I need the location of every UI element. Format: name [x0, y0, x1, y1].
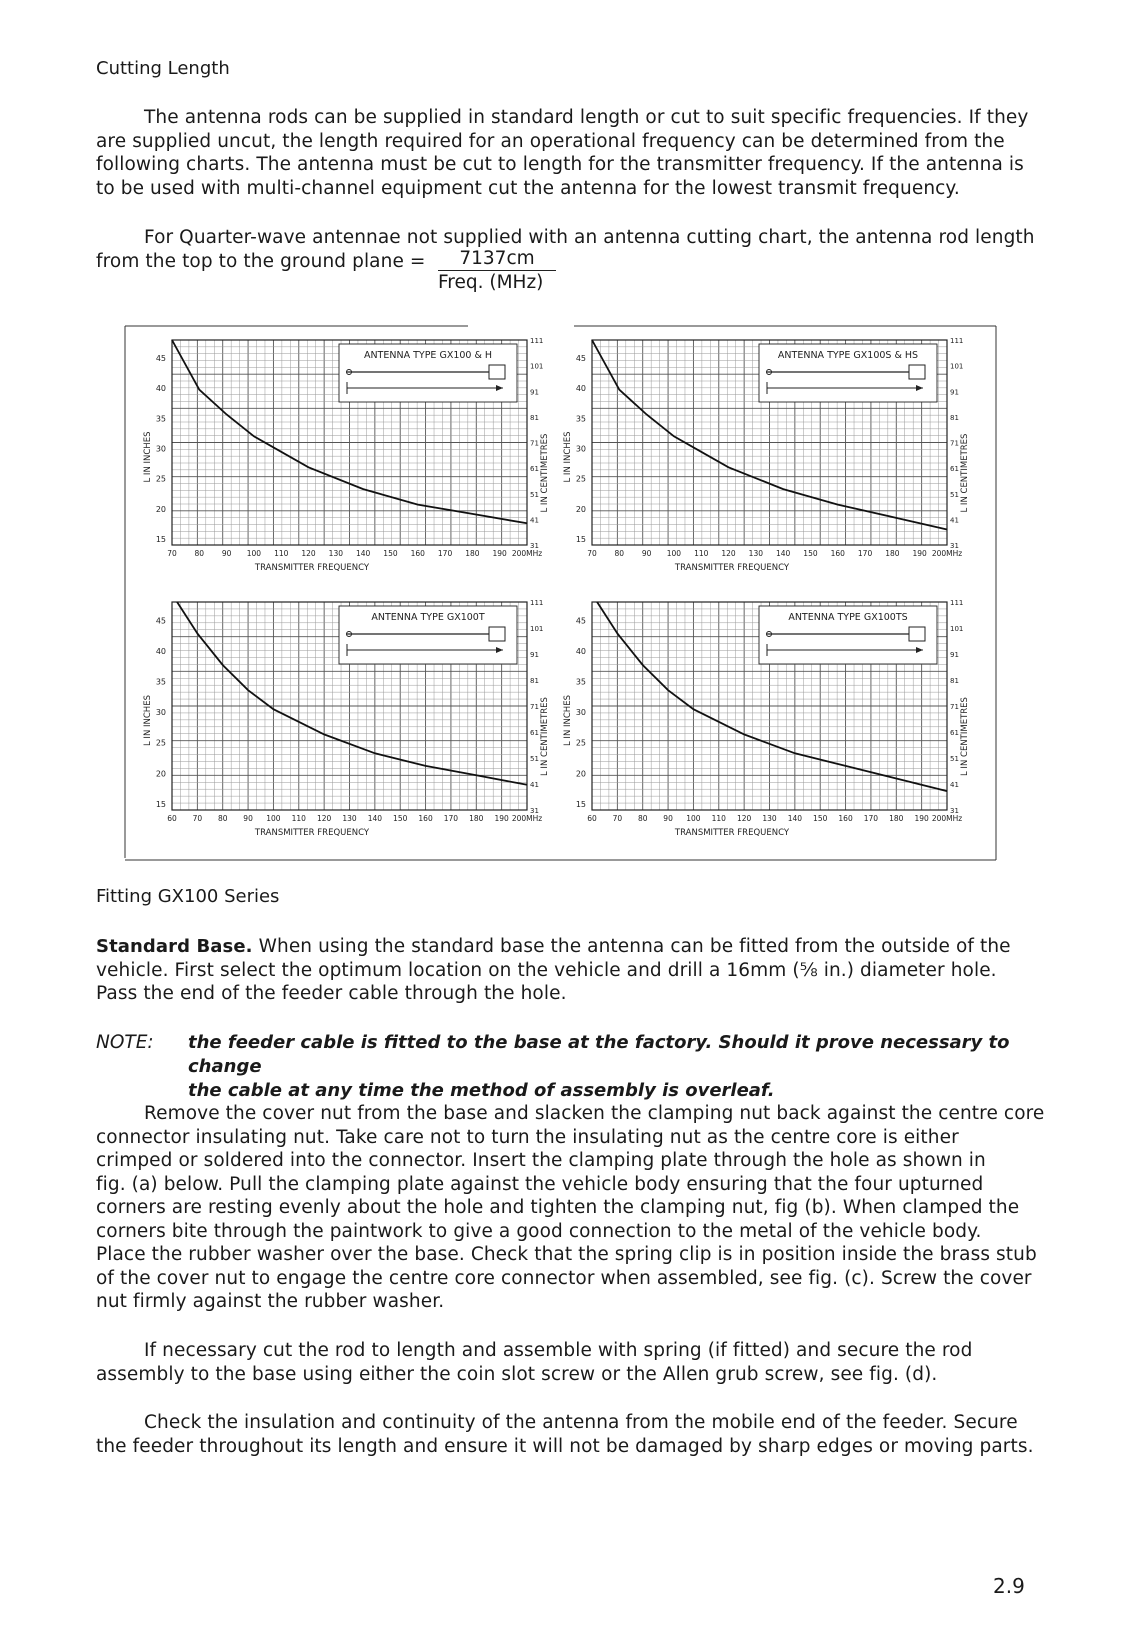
- y2-tick-label: 91: [530, 388, 539, 397]
- x-tick-label: 100: [666, 549, 682, 558]
- x-tick-label: 200MHz: [511, 814, 543, 823]
- x-tick-label: 100: [686, 814, 701, 823]
- x-tick-label: 70: [192, 814, 203, 823]
- y2-tick-label: 51: [530, 490, 539, 499]
- x-tick-label: 140: [775, 549, 791, 558]
- x-axis-label: TRANSMITTER FREQUENCY: [674, 563, 790, 573]
- chart-1: [172, 340, 527, 545]
- note-text: [188, 1031, 1048, 1103]
- x-axis-label: TRANSMITTER FREQUENCY: [254, 828, 370, 838]
- y-tick-label: 15: [155, 799, 166, 809]
- text-line: corners bite through the paintwork to give a good connection to the metal of the vehicle body.: [96, 1220, 982, 1242]
- y-tick-label: 40: [575, 384, 586, 394]
- y2-tick-label: 111: [530, 337, 544, 345]
- y-tick-label: 30: [155, 444, 166, 454]
- text-line: nut firmly against the rubber washer.: [96, 1291, 445, 1312]
- y-tick-label: 45: [155, 354, 166, 364]
- chart-title: ANTENNA TYPE GX100S & HS: [777, 350, 919, 361]
- x-tick-label: 170: [863, 814, 879, 823]
- y2-tick-label: 61: [530, 465, 539, 474]
- x-tick-label: 80: [614, 549, 625, 558]
- y-tick-label: 40: [155, 384, 166, 394]
- formula-numerator: 7137cm: [438, 248, 556, 271]
- y2-tick-label: 41: [950, 516, 959, 525]
- x-tick-label: 70: [587, 549, 597, 558]
- y2-tick-label: 51: [950, 755, 959, 763]
- x-axis-label: TRANSMITTER FREQUENCY: [254, 563, 370, 573]
- y2-tick-label: 91: [950, 388, 959, 397]
- x-tick-label: 190: [492, 549, 507, 558]
- text-line: fig. (a) below. Pull the clamping plate against the vehicle body ensuring that the four upturned: [96, 1173, 984, 1195]
- x-tick-label: 90: [641, 549, 652, 558]
- x-tick-label: 180: [465, 549, 480, 558]
- y-tick-label: 40: [155, 646, 166, 656]
- y-tick-label: 20: [155, 769, 166, 779]
- x-axis-label: TRANSMITTER FREQUENCY: [674, 828, 790, 838]
- text-line: Pass the end of the feeder cable through the hole.: [96, 983, 567, 1004]
- y2-tick-label: 101: [530, 625, 544, 633]
- text-line: the feeder throughout its length and ensure it will not be damaged by sharp edges or moving parts.: [96, 1435, 1034, 1457]
- y-tick-label: 20: [155, 504, 166, 514]
- x-tick-label: 190: [914, 814, 929, 823]
- x-tick-label: 110: [291, 814, 306, 823]
- x-tick-label: 180: [885, 549, 900, 558]
- y-tick-label: 30: [575, 444, 586, 454]
- text-line: Remove the cover nut from the base and slacken the clamping nut back against the centre core: [144, 1103, 1045, 1124]
- cut-rod-paragraph: [96, 1339, 1056, 1386]
- x-tick-label: 160: [830, 549, 845, 558]
- text-line: Place the rubber washer over the base. Check that the spring clip is in position inside the brass stub: [96, 1244, 1037, 1265]
- y-tick-label: 45: [575, 616, 586, 626]
- x-tick-label: 150: [393, 814, 408, 823]
- x-tick-label: 80: [637, 814, 648, 823]
- text-line: following charts. The antenna must be cut to length for the transmitter frequency. If the antenna is: [96, 154, 1024, 175]
- y2-tick-label: 111: [950, 337, 964, 345]
- standard-base-paragraph: [96, 935, 1056, 1006]
- y-tick-label: 25: [155, 738, 166, 748]
- x-tick-label: 180: [469, 814, 484, 823]
- y2-tick-label: 81: [950, 677, 959, 685]
- y-axis-label: L IN INCHES: [563, 431, 573, 483]
- cutting-length-heading: Cutting Length: [96, 58, 230, 79]
- y2-tick-label: 41: [530, 516, 539, 525]
- text-line: to be used with multi-channel equipment cut the antenna for the lowest transmit frequency.: [96, 177, 960, 199]
- y2-axis-label: L IN CENTIMETRES: [540, 697, 550, 776]
- x-tick-label: 160: [410, 549, 425, 558]
- x-tick-label: 100: [246, 549, 262, 558]
- x-tick-label: 200MHz: [931, 549, 963, 558]
- chart-title: ANTENNA TYPE GX100TS: [788, 612, 908, 623]
- y2-tick-label: 71: [530, 703, 539, 711]
- text-line: crimped or soldered into the connector. Insert the clamping plate through the hole as shown in: [96, 1150, 986, 1171]
- fitting-heading: Fitting GX100 Series: [96, 886, 280, 907]
- x-tick-label: 70: [612, 814, 623, 823]
- x-tick-label: 150: [803, 549, 818, 558]
- y-axis-label: L IN INCHES: [143, 431, 153, 483]
- chart-2: [592, 340, 947, 545]
- x-tick-label: 160: [838, 814, 853, 823]
- x-tick-label: 120: [721, 549, 736, 558]
- y2-tick-label: 81: [950, 413, 959, 422]
- x-tick-label: 130: [762, 814, 777, 823]
- text-line: For Quarter-wave antennae not supplied with an antenna cutting chart, the antenna rod length: [144, 227, 1035, 248]
- y-tick-label: 15: [575, 534, 586, 544]
- x-tick-label: 100: [266, 814, 281, 823]
- y-tick-label: 15: [155, 534, 166, 544]
- y2-axis-label: L IN CENTIMETRES: [960, 433, 970, 513]
- y2-tick-label: 101: [530, 362, 544, 371]
- y-tick-label: 35: [575, 677, 586, 687]
- x-tick-label: 160: [418, 814, 433, 823]
- x-tick-label: 110: [711, 814, 726, 823]
- x-tick-label: 80: [194, 549, 205, 558]
- y-tick-label: 30: [575, 708, 586, 718]
- chart-title: ANTENNA TYPE GX100T: [371, 612, 485, 623]
- x-tick-label: 170: [437, 549, 453, 558]
- x-tick-label: 170: [443, 814, 459, 823]
- y2-tick-label: 91: [530, 651, 539, 659]
- x-tick-label: 150: [813, 814, 828, 823]
- standard-base-label: Standard Base.: [96, 936, 253, 957]
- text-line: the feeder cable is fitted to the base at the factory. Should it prove necessary to change: [188, 1032, 1010, 1077]
- x-tick-label: 200MHz: [511, 549, 543, 558]
- text-line: assembly to the base using either the coin slot screw or the Allen grub screw, see fig. (d).: [96, 1363, 938, 1385]
- note-label: NOTE:: [96, 1032, 154, 1053]
- chart-4: [592, 602, 947, 810]
- page-number: 2.9: [993, 1574, 1025, 1598]
- text-line: of the cover nut to engage the centre core connector when assembled, see fig. (c). Screw the cover: [96, 1267, 1032, 1289]
- text-line: Check the insulation and continuity of the antenna from the mobile end of the feeder. Secure: [144, 1412, 1018, 1433]
- text-line: from the top to the ground plane =: [96, 250, 426, 272]
- y2-axis-label: L IN CENTIMETRES: [540, 433, 550, 513]
- text-line: [96, 935, 1056, 959]
- text-line: When using the standard base the antenna can be fitted from the outside of the: [258, 936, 1011, 957]
- text-line: vehicle. First select the optimum location on the vehicle and drill a 16mm (⅝ in.) diameter hole.: [96, 959, 997, 981]
- x-tick-label: 70: [167, 549, 177, 558]
- remove-cover-paragraph: [96, 1102, 1056, 1314]
- x-tick-label: 90: [221, 549, 232, 558]
- y2-tick-label: 101: [950, 625, 964, 633]
- y-tick-label: 25: [575, 738, 586, 748]
- y-tick-label: 45: [575, 354, 586, 364]
- y-tick-label: 40: [575, 646, 586, 656]
- x-tick-label: 130: [342, 814, 357, 823]
- text-line: corners are resting evenly about the hole and tighten the clamping nut, fig (b). When clamped the: [96, 1197, 1020, 1218]
- x-tick-label: 120: [316, 814, 332, 823]
- y2-tick-label: 31: [950, 542, 959, 550]
- y2-tick-label: 41: [950, 781, 959, 789]
- y-tick-label: 25: [575, 474, 586, 484]
- chart-title: ANTENNA TYPE GX100 & H: [363, 350, 493, 361]
- y-axis-label: L IN INCHES: [143, 695, 153, 746]
- x-tick-label: 140: [787, 814, 803, 823]
- y2-tick-label: 51: [530, 755, 539, 763]
- y-tick-label: 35: [575, 414, 586, 424]
- x-tick-label: 110: [694, 549, 709, 558]
- y2-tick-label: 31: [530, 807, 539, 815]
- x-tick-label: 170: [857, 549, 873, 558]
- text-line: If necessary cut the rod to length and assemble with spring (if fitted) and secure the rod: [144, 1340, 973, 1361]
- y-tick-label: 30: [155, 708, 166, 718]
- x-tick-label: 190: [912, 549, 927, 558]
- y2-tick-label: 101: [950, 362, 964, 371]
- y2-tick-label: 41: [530, 781, 539, 789]
- y-axis-label: L IN INCHES: [563, 695, 573, 746]
- y-tick-label: 35: [155, 414, 166, 424]
- x-tick-label: 110: [274, 549, 289, 558]
- y2-tick-label: 31: [530, 542, 539, 550]
- y-tick-label: 15: [575, 799, 586, 809]
- y2-tick-label: 111: [950, 599, 964, 607]
- text-line: The antenna rods can be supplied in standard length or cut to suit specific frequencies. If they: [144, 107, 1029, 128]
- x-tick-label: 90: [663, 814, 673, 823]
- x-tick-label: 140: [367, 814, 383, 823]
- chart-3: [172, 602, 527, 810]
- x-tick-label: 120: [736, 814, 752, 823]
- y2-axis-label: L IN CENTIMETRES: [960, 697, 970, 776]
- x-tick-label: 190: [494, 814, 509, 823]
- text-line: the cable at any time the method of assembly is overleaf.: [188, 1080, 775, 1101]
- y2-tick-label: 51: [950, 490, 959, 499]
- y-tick-label: 45: [155, 616, 166, 626]
- y-tick-label: 20: [575, 769, 586, 779]
- text-line: are supplied uncut, the length required for an operational frequency can be determined from the: [96, 130, 1005, 152]
- y2-tick-label: 71: [950, 439, 959, 448]
- x-tick-label: 200MHz: [931, 814, 963, 823]
- x-tick-label: 180: [889, 814, 904, 823]
- y-tick-label: 35: [155, 677, 166, 687]
- y2-tick-label: 31: [950, 807, 959, 815]
- x-tick-label: 130: [328, 549, 344, 558]
- x-tick-label: 60: [167, 814, 177, 823]
- y2-tick-label: 71: [950, 703, 959, 711]
- y2-tick-label: 81: [530, 413, 539, 422]
- x-tick-label: 60: [587, 814, 597, 823]
- x-tick-label: 120: [301, 549, 316, 558]
- y2-tick-label: 61: [950, 465, 959, 474]
- formula-denominator: Freq. (MHz): [438, 272, 544, 293]
- x-tick-label: 130: [748, 549, 764, 558]
- y2-tick-label: 71: [530, 439, 539, 448]
- x-tick-label: 80: [217, 814, 228, 823]
- y-tick-label: 25: [155, 474, 166, 484]
- y2-tick-label: 111: [530, 599, 544, 607]
- x-tick-label: 90: [243, 814, 253, 823]
- y-tick-label: 20: [575, 504, 586, 514]
- y2-tick-label: 91: [950, 651, 959, 659]
- x-tick-label: 150: [383, 549, 398, 558]
- y2-tick-label: 61: [950, 729, 959, 737]
- x-tick-label: 140: [355, 549, 371, 558]
- text-line: connector insulating nut. Take care not to turn the insulating nut as the centre core is either: [96, 1126, 959, 1148]
- y2-tick-label: 81: [530, 677, 539, 685]
- y2-tick-label: 61: [530, 729, 539, 737]
- check-insulation-paragraph: [96, 1411, 1056, 1458]
